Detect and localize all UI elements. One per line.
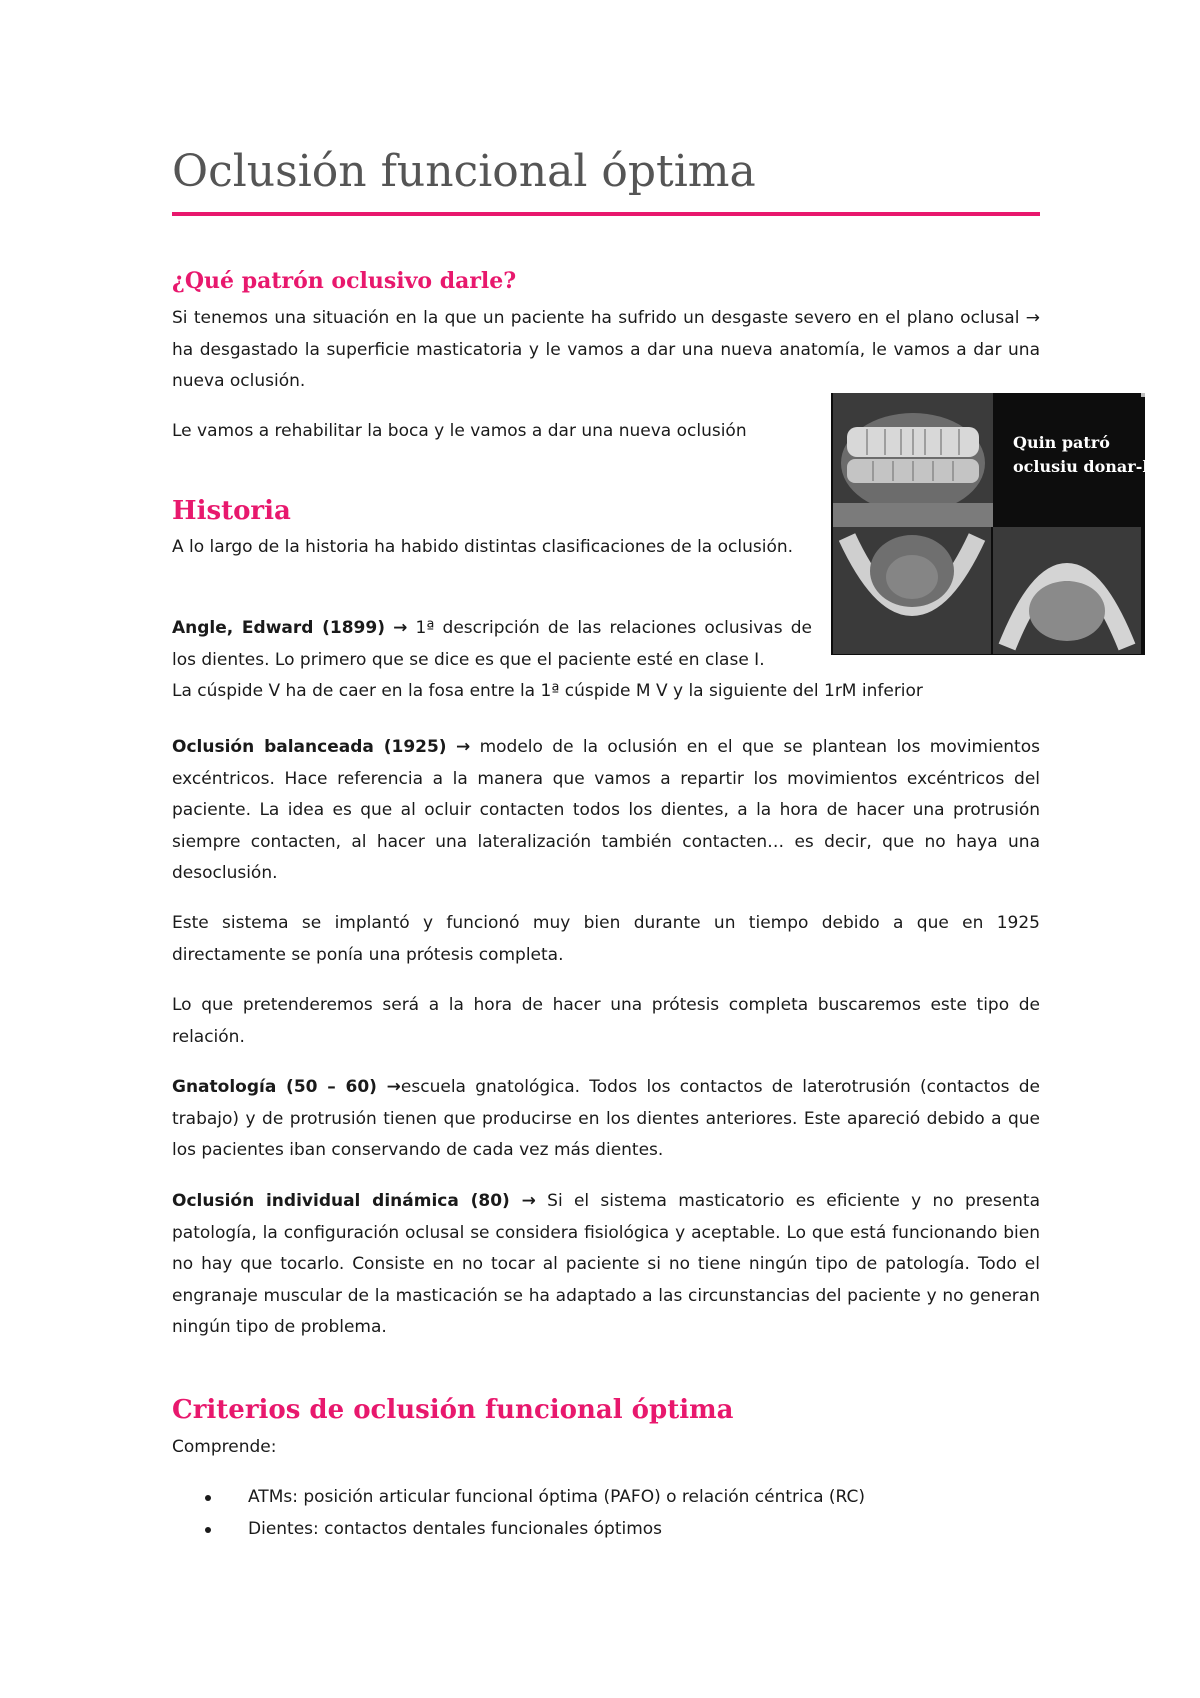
individual-text: Si el sistema masticatorio es eficiente y no presenta patología, la configuración oclusal se considera fisiológica y aceptable. Lo que está funcionando bien no hay que tocarlo. Consiste en no tocar al paciente si no tiene ningún tipo de patología. Todo el engranaje muscular de la masticación se ha adaptado a las circunstancias del paciente y no generan ningún tipo de problema. (172, 1191, 1040, 1337)
list-item-text: ATMs: posición articular funcional óptima (PAFO) o relación céntrica (RC) (248, 1487, 866, 1507)
list-item (172, 1482, 1040, 1514)
right-arrow-icon: → (455, 737, 471, 757)
individual-label: Oclusión individual dinámica (80) (172, 1191, 510, 1211)
paragraph-desgaste: Si tenemos una situación en la que un paciente ha sufrido un desgaste severo en el plano oclusal → ha desgastado la superficie masticatoria y le vamos a dar una nueva anatomía, le vamos a dar una nueva oclusión. (172, 308, 1040, 391)
right-arrow-icon: → (376, 1077, 401, 1097)
paragraph-historia-intro: A lo largo de la historia ha habido distintas clasificaciones de la oclusión. (172, 537, 794, 557)
angle-text: 1ª descripción de las relaciones oclusivas de los dientes. Lo primero que se dice es que el paciente esté en clase I. (172, 618, 812, 670)
gnatologia-text: escuela gnatológica. Todos los contactos de laterotrusión (contactos de trabajo) y de protrusión tienen que producirse en los dientes anteriores. Este apareció debido a que los pacientes iban conservando de cada vez más dientes. (172, 1077, 1040, 1160)
page-title: Oclusión funcional óptima (172, 146, 756, 197)
balanceada-label: Oclusión balanceada (1925) (172, 737, 447, 757)
paragraph-gnatologia (172, 1072, 1040, 1167)
upper-arch-photo (993, 527, 1141, 654)
right-arrow-icon: → (393, 618, 408, 638)
list-item-text: Dientes: contactos dentales funcionales óptimos (248, 1518, 663, 1539)
paragraph-pretenderemos: Lo que pretenderemos será a la hora de hacer una prótesis completa buscaremos este tipo de relación. (172, 995, 1040, 1047)
lower-arch-photo (833, 527, 991, 654)
teeth-photo-figure (831, 393, 1164, 655)
paragraph-individual-dinamica (172, 1186, 1040, 1344)
heading-criterios: Criterios de oclusión funcional óptima (172, 1395, 734, 1425)
heading-patron-oclusivo: ¿Qué patrón oclusivo darle? (172, 268, 517, 294)
heading-historia: Historia (172, 496, 291, 526)
paragraph-balanceada (172, 732, 1040, 890)
angle-label: Angle, Edward (1899) (172, 618, 385, 638)
title-underline (172, 212, 1040, 216)
criterios-list (172, 1482, 1040, 1545)
bullet-icon (205, 1527, 211, 1533)
paragraph-angle (172, 613, 812, 676)
list-item (172, 1514, 1040, 1546)
paragraph-cuspide: La cúspide V ha de caer en la fosa entre la 1ª cúspide M V y la siguiente del 1rM inferior (172, 681, 923, 701)
paragraph-comprende: Comprende: (172, 1437, 277, 1457)
gnatologia-label: Gnatología (50 – 60) (172, 1077, 377, 1097)
frontal-teeth-photo (833, 393, 993, 527)
paragraph-rehabilitar: Le vamos a rehabilitar la boca y le vamos a dar una nueva oclusión (172, 421, 747, 441)
figure-corner (1141, 393, 1145, 397)
figure-caption: Quin patró oclusiu donar-li? (1013, 433, 1164, 476)
paragraph-sistema: Este sistema se implantó y funcionó muy bien durante un tiempo debido a que en 1925 directamente se ponía una prótesis completa. (172, 913, 1040, 965)
bullet-icon (205, 1495, 211, 1501)
right-arrow-icon: → (509, 1191, 536, 1211)
balanceada-text: modelo de la oclusión en el que se plantean los movimientos excéntricos. Hace referencia a la manera que vamos a repartir los movimientos excéntricos del paciente. La idea es que al ocluir contacten todos los dientes, a la hora de hacer una protrusión siempre contacten, al hacer una lateralización también contacten… es decir, que no haya una desoclusión. (172, 737, 1040, 883)
